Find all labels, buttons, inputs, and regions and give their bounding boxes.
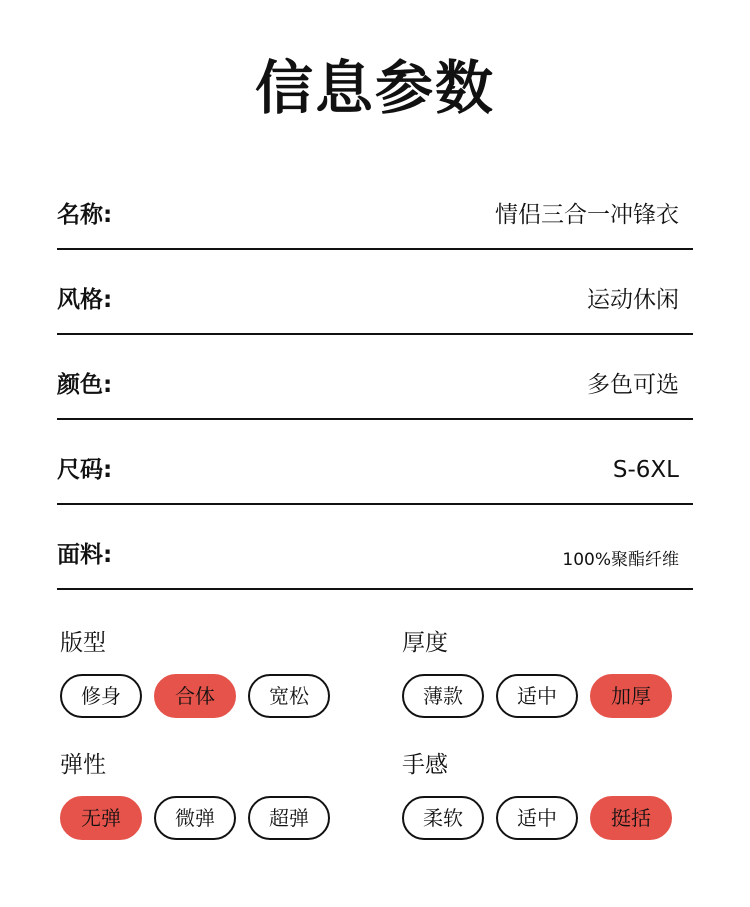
spec-table [57, 165, 693, 590]
option-thickness-thin: 薄款 [402, 674, 484, 718]
spec-row-fabric [57, 505, 693, 590]
attribute-title-thickness: 厚度 [402, 630, 448, 656]
option-elasticity-high: 超弹 [248, 796, 330, 840]
attribute-title-elasticity: 弹性 [60, 752, 106, 778]
attribute-group-thickness [402, 628, 702, 718]
attribute-title-fit: 版型 [60, 630, 106, 656]
option-feel-soft: 柔软 [402, 796, 484, 840]
spec-label-fabric: 面料: [57, 542, 113, 568]
spec-value-fabric: 100%聚酯纤维 [562, 550, 679, 570]
attribute-title-feel: 手感 [402, 752, 448, 778]
spec-value-color: 多色可选 [587, 372, 679, 398]
spec-value-size: S-6XL [612, 457, 679, 483]
spec-row-name [57, 165, 693, 250]
option-fit-slim: 修身 [60, 674, 142, 718]
spec-row-color [57, 335, 693, 420]
spec-row-style [57, 250, 693, 335]
spec-label-size: 尺码: [57, 457, 113, 483]
spec-label-color: 颜色: [57, 372, 113, 398]
option-elasticity-none: 无弹 [60, 796, 142, 840]
page-title: 信息参数 [254, 54, 495, 122]
option-fit-regular: 合体 [154, 674, 236, 718]
attribute-group-fit [60, 628, 360, 718]
option-thickness-medium: 适中 [496, 674, 578, 718]
spec-value-name: 情侣三合一冲锋衣 [495, 202, 679, 228]
option-feel-medium: 适中 [496, 796, 578, 840]
option-thickness-thick: 加厚 [590, 674, 672, 718]
attribute-group-feel [402, 750, 702, 840]
spec-label-style: 风格: [57, 287, 113, 313]
attribute-group-elasticity [60, 750, 360, 840]
option-fit-loose: 宽松 [248, 674, 330, 718]
spec-value-style: 运动休闲 [587, 287, 679, 313]
option-feel-crisp: 挺括 [590, 796, 672, 840]
spec-label-name: 名称: [57, 202, 113, 228]
spec-row-size [57, 420, 693, 505]
option-elasticity-slight: 微弹 [154, 796, 236, 840]
